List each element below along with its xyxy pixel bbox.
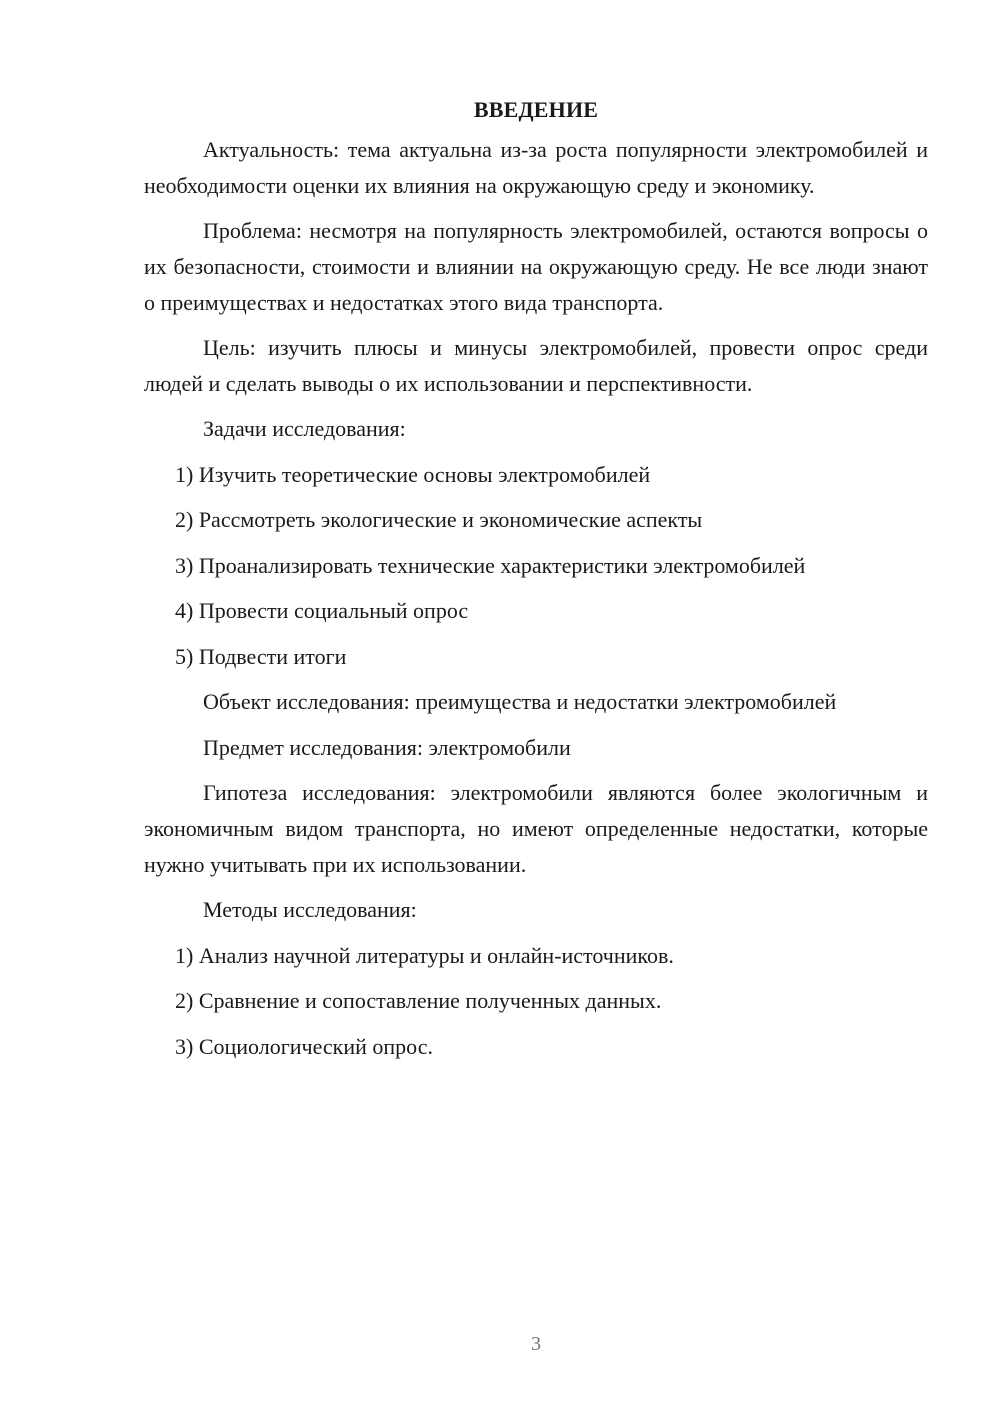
methods-list [144,938,928,1065]
list-item: 3) Социологический опрос. [175,1033,433,1059]
list-item: 5) Подвести итоги [175,643,347,669]
subject-line: Предмет исследования: электромобили [203,734,571,760]
section-heading: ВВЕДЕНИЕ [473,97,599,122]
list-item: 2) Сравнение и сопоставление полученных данных. [175,988,662,1013]
list-item: 4) Провести социальный опрос [175,598,469,623]
goal-paragraph: Цель: изучить плюсы и минусы электромобилей, провести опрос среди людей и сделать выводы о их использовании и перспективности. [144,335,928,396]
methods-title: Методы исследования: [203,897,417,922]
tasks-list [144,457,928,675]
list-item: 1) Изучить теоретические основы электромобилей [175,461,651,487]
document-page [144,92,928,1074]
page-number: 3 [531,1333,541,1355]
list-item: 3) Проанализировать технические характеристики электромобилей [175,552,806,578]
object-line: Объект исследования: преимущества и недостатки электромобилей [203,689,837,714]
tasks-title: Задачи исследования: [203,416,406,441]
problem-paragraph: Проблема: несмотря на популярность электромобилей, остаются вопросы о их безопасности, стоимости и влиянии на окружающую среду. Не все люди знают о преимуществах и недостатках этого вида транспорта. [144,218,928,315]
list-item: 1) Анализ научной литературы и онлайн-источников. [175,942,674,968]
list-item: 2) Рассмотреть экологические и экономические аспекты [175,507,703,532]
hypothesis-paragraph: Гипотеза исследования: электромобили являются более экологичным и экономичным видом транспорта, но имеют определенные недостатки, которые нужно учитывать при их использовании. [144,780,928,877]
relevance-paragraph: Актуальность: тема актуальна из-за роста популярности электромобилей и необходимости оценки их влияния на окружающую среду и экономику. [144,137,928,198]
